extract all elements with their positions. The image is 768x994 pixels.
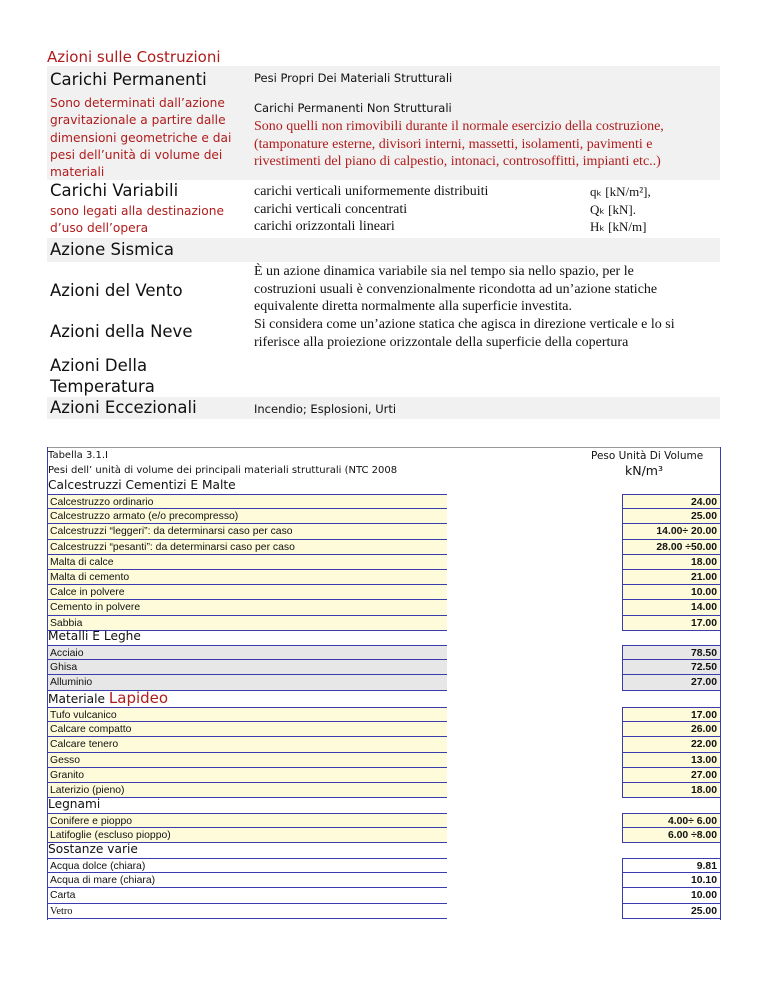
table-row: Laterizio (pieno) 18.00 — [47, 783, 721, 798]
page-title: Azioni sulle Costruzioni — [47, 48, 221, 66]
heading-carichi-variabili: Carichi Variabili — [50, 181, 179, 200]
group-title-lapideo: Materiale Lapideo — [48, 689, 169, 707]
table-row: Calcestruzzo ordinario 24.00 — [47, 494, 721, 509]
group-lapideo — [47, 707, 721, 798]
table-row: Acqua dolce (chiara) 9.81 — [47, 858, 721, 873]
table-row: Calcare compatto 26.00 — [47, 722, 721, 737]
heading-azioni-vento: Azioni del Vento — [50, 281, 183, 300]
carichi-variabili-units: qₖ [kN/m²], Qₖ [kN]. Hₖ [kN/m] — [590, 184, 651, 234]
vento-description: È un azione dinamica variabile sia nel tempo sia nello spazio, per le costruzioni usuali è convenzionalmente ricondotta ad un’azione statiche equivalente diretta normalmente alla superficie investita. — [254, 264, 658, 314]
group-sostanze — [47, 858, 721, 919]
table-caption-number: Tabella 3.1.I — [48, 450, 108, 461]
table-top-rule — [47, 447, 721, 448]
table-row: Gesso 13.00 — [47, 753, 721, 768]
carichi-non-strutturali-description: Sono quelli non rimovibili durante il normale esercizio della costruzione, (tamponature esterne, divisori interni, massetti, isolamenti, pavimenti e rivestimenti del piano di calpestio, intonaci, controsoffitti, impianti etc..) — [254, 119, 664, 169]
table-row: Alluminio 27.00 — [47, 675, 721, 690]
carichi-variabili-list: carichi verticali uniformemente distribuiti carichi verticali concentrati carichi orizzontali lineari — [254, 184, 489, 234]
table-row: Acciaio 78.50 — [47, 645, 721, 660]
heading-azioni-eccezionali: Azioni Eccezionali — [50, 398, 197, 417]
table-caption-title: Pesi dell’ unità di volume dei principali materiali strutturali (NTC 2008 — [48, 465, 398, 476]
group-calcestruzzi — [47, 494, 721, 631]
neve-description: Si considera come un’azione statica che agisca in direzione verticale e lo si riferisce alla proiezione orizzontale della superficie della copertura — [254, 317, 675, 350]
table-row: Ghisa 72.50 — [47, 660, 721, 675]
carichi-permanenti-description: Sono determinati dall’azione gravitazionale a partire dalle dimensioni geometriche e dai pesi dell’unità di volume dei materiali — [50, 96, 232, 180]
table-row: Sabbia 17.00 — [47, 616, 721, 631]
heading-carichi-permanenti: Carichi Permanenti — [50, 70, 207, 89]
table-row: Calcestruzzi “pesanti”: da determinarsi caso per caso 28.00 ÷50.00 — [47, 540, 721, 555]
table-row: Acqua di mare (chiara) 10.10 — [47, 873, 721, 888]
carichi-variabili-description: sono legati alla destinazione d’uso dell’opera — [50, 204, 224, 236]
table-row: Calcestruzzo armato (e/o precompresso) 25.00 — [47, 509, 721, 524]
eccezionali-description: Incendio; Esplosioni, Urti — [254, 402, 397, 416]
column-header-unit: kN/m³ — [625, 463, 663, 478]
heading-azioni-neve: Azioni della Neve — [50, 322, 193, 341]
table-left-border — [47, 447, 48, 920]
table-row: Vetro 25.00 — [47, 904, 721, 919]
group-title-metalli: Metalli E Leghe — [48, 629, 141, 643]
group-title-calcestruzzi: Calcestruzzi Cementizi E Malte — [48, 478, 236, 492]
column-header-peso: Peso Unità Di Volume — [591, 450, 704, 462]
group-metalli — [47, 645, 721, 691]
table-row: Malta di calce 18.00 — [47, 555, 721, 570]
group-legnami — [47, 813, 721, 843]
table-row: Calce in polvere 10.00 — [47, 585, 721, 600]
group-title-sostanze: Sostanze varie — [48, 842, 138, 856]
group-title-legnami: Legnami — [48, 797, 101, 811]
table-row: Conifere e pioppo 4.00÷ 6.00 — [47, 813, 721, 828]
pesi-propri-label: Pesi Propri Dei Materiali Strutturali — [254, 71, 453, 85]
table-row: Calcestruzzi “leggeri”: da determinarsi caso per caso 14.00÷ 20.00 — [47, 524, 721, 539]
carichi-non-strutturali-label: Carichi Permanenti Non Strutturali — [254, 101, 452, 115]
table-row: Latifoglie (escluso pioppo) 6.00 ÷8.00 — [47, 828, 721, 843]
table-row: Carta 10.00 — [47, 888, 721, 903]
table-row: Granito 27.00 — [47, 768, 721, 783]
heading-azioni-temperatura: Azioni Della Temperatura — [50, 356, 155, 396]
heading-azione-sismica: Azione Sismica — [50, 240, 174, 259]
table-row: Calcare tenero 22.00 — [47, 737, 721, 752]
table-row: Tufo vulcanico 17.00 — [47, 707, 721, 722]
table-row: Malta di cemento 21.00 — [47, 570, 721, 585]
table-row: Cemento in polvere 14.00 — [47, 600, 721, 615]
table-right-border — [720, 447, 721, 920]
